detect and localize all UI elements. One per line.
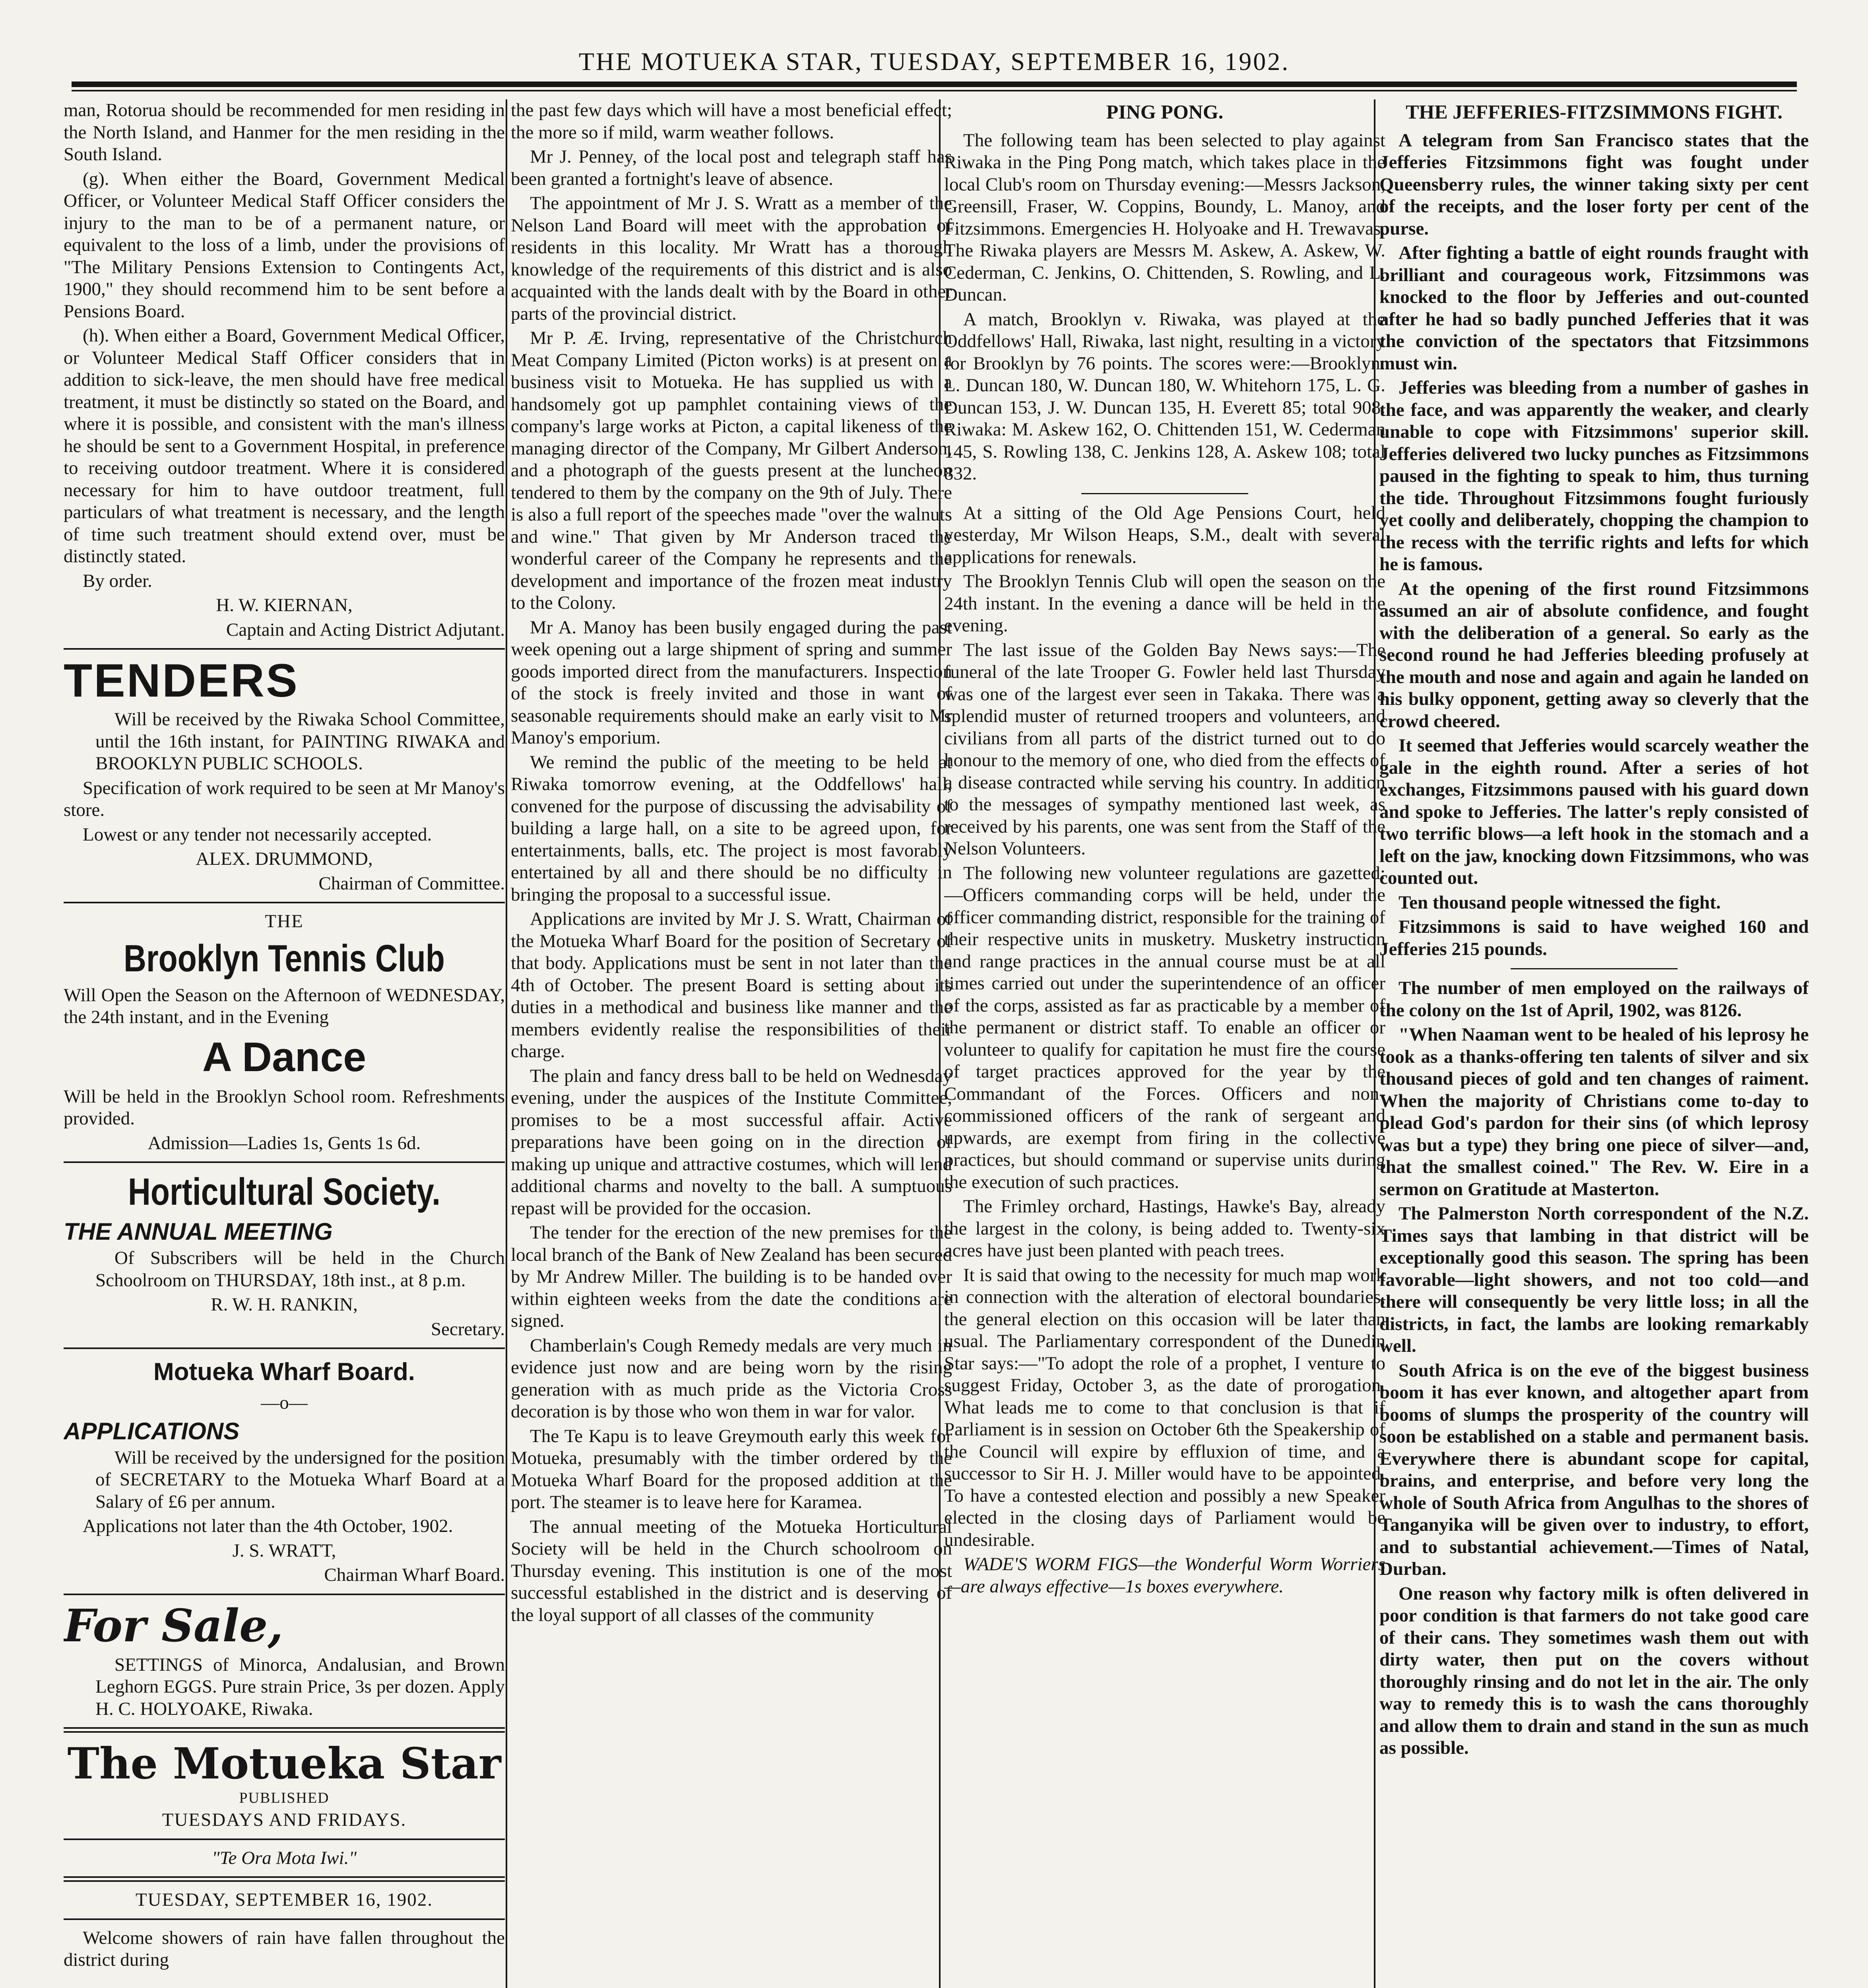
article-paragraph: (h). When either a Board, Government Medical Officer, or Volunteer Medical Staff Officer considers that in addition to sick-leave, the men should have free medical treatment, it must be distinctly so stated on the Board, and where it is possible, and consistent with the man's illness he should be sent to a Government Hospital, in preference to receiving outdoor treatment. Where it is considered necessary for him to have outdoor treatment, full particulars of what treatment is necessary, and the length of time such treatment should extend over, must be distinctly stated. (64, 325, 505, 567)
divider (64, 902, 505, 903)
divider (64, 1347, 505, 1349)
article-paragraph: After fighting a battle of eight rounds fraught with brilliant and courageous work, Fitzsimmons was knocked to the floor by Jefferies and out-counted after he had so badly punched Jefferies that it was the conviction of the spectators that Fitzsimmons must win. (1379, 243, 1809, 374)
divider (64, 1918, 505, 1920)
tenders-heading: TENDERS (64, 654, 299, 707)
article-paragraph: The Palmerston North correspondent of the N.Z. Times says that lambing in that district will be exceptionally good this season. The spring has been favorable—light showers, and not too cold—and there will consequently be very little loss; in all the districts, in fact, the lambs are looking remarkably well. (1379, 1203, 1809, 1356)
article-paragraph: Applications are invited by Mr J. S. Wratt, Chairman of the Motueka Wharf Board for the position of Secretary of that body. Applications must be sent in not later than the 4th of October. The present Board is setting about its duties in a methodical and business like manner and the members evidently realise the responsibilities of their charge. (511, 909, 952, 1062)
article-paragraph: "When Naaman went to be healed of his leprosy he took as a thanks-offering ten talents of silver and six thousand pieces of gold and ten changes of raiment. When the majority of Christians come to-day to plead God's pardon for their sins (of which leprosy was but a type) they bring one piece of silver—and, that the smallest coined." The Rev. W. Eire in a sermon on Gratitude at Masterton. (1379, 1024, 1809, 1200)
article-paragraph: The Te Kapu is to leave Greymouth early this week for Motueka, presumably with the timber ordered by the Motueka Wharf Board for the proposed addition at the port. The steamer is to leave here for Karamea. (511, 1425, 952, 1512)
fight-heading: THE JEFFERIES-FITZSIMMONS FIGHT. (1406, 101, 1783, 123)
ping-pong-heading: PING PONG. (1106, 101, 1224, 123)
column-divider (506, 99, 507, 1988)
article-paragraph: The Frimley orchard, Hastings, Hawke's Bay, already the largest in the colony, is being added to. Twenty-six acres have just been planted with peach trees. (944, 1196, 1385, 1261)
tenders-signature-title: Chairman of Committee. (318, 873, 505, 894)
by-order: By order. (83, 570, 152, 591)
signature-name: H. W. KIERNAN, (216, 595, 353, 615)
dance-heading: A Dance (202, 1034, 367, 1080)
star-published: PUBLISHED (239, 1790, 330, 1806)
annual-meeting-text: Of Subscribers will be held in the Church Schoolroom on THURSDAY, 18th inst., at 8 p.m. (95, 1248, 505, 1291)
dance-text: Will be held in the Brooklyn School room. Refreshments provided. (64, 1086, 505, 1129)
article-paragraph: One reason why factory milk is often delivered in poor condition is that farmers do not take good care of their cans. They sometimes wash them out with dirty water, then put on the covers without thoroughly rinsing and do not let in the air. The only way to remedy this is to wash the cans thoroughly and allow them to drain and stand in the sun as much as possible. (1379, 1583, 1809, 1758)
article-paragraph: Ten thousand people witnessed the fight. (1399, 892, 1721, 913)
article-paragraph: The following team has been selected to play against Riwaka in the Ping Pong match, which takes place in the local Club's room on Thursday evening:—Messrs Jackson, Greensill, Fraser, W. Coppins, Boundy, L. Manoy, and Fitzsimmons. Emergencies H. Holyoake and H. Trewavas. The Riwaka players are Messrs M. Askew, A. Askew, W. Cederman, C. Jenkins, O. Chittenden, S. Rowling, and L. Duncan. (944, 130, 1385, 305)
article-paragraph: We remind the public of the meeting to be held at Riwaka tomorrow evening, at the Oddfellows' hall, convened for the purpose of discussing the advisability of building a large hall, on a site to be agreed upon, for entertainments, balls, etc. The project is most favorably entertained by all and there should be no difficulty in bringing the proposal to a successful issue. (511, 751, 952, 905)
tenders-signature: ALEX. DRUMMOND, (196, 848, 373, 869)
masthead-rule-thin (72, 90, 1797, 91)
divider (1511, 968, 1678, 969)
masthead-rule (72, 82, 1797, 87)
wharf-board-heading: Motueka Wharf Board. (153, 1358, 415, 1386)
tenders-spec: Specification of work required to be seen at Mr Manoy's store. (64, 777, 505, 820)
article-paragraph: It is said that owing to the necessity for much map work in connection with the alteration of electoral boundaries, the general election on this occasion will be later than usual. The Parliamentary correspondent of the Dunedin Star says:—"To adopt the role of a prophet, I venture to suggest Friday, October 3, as the date of prorogation. What leads me to come to that conclusion is that if Parliament is in session on October 6th the Speakership of the Council will expire by effluxion of time, and a successor to Sir H. J. Miller would have to be appointed. To have a contested election and possibly a new Speaker elected in the closing days of Parliament would be undesirable. (944, 1264, 1385, 1550)
for-sale-heading: For Sale, (64, 1600, 283, 1652)
article-paragraph: Chamberlain's Cough Remedy medals are very much in evidence just now and are being worn by the rising generation with as much pride as the Victoria Cross decoration is by those who won them in war for valor. (511, 1335, 952, 1422)
wharf-ornament: —o— (261, 1392, 308, 1413)
annual-meeting-heading: THE ANNUAL MEETING (64, 1218, 333, 1245)
tenders-text: Will be received by the Riwaka School Committee, until the 16th instant, for PAINTING RIWAKA and BROOKLYN PUBLIC SCHOOLS. (95, 709, 505, 774)
article-paragraph: A match, Brooklyn v. Riwaka, was played at the Oddfellows' Hall, Riwaka, last night, resulting in a victory for Brooklyn by 76 points. The scores were:—Brooklyn: L. Duncan 180, W. Duncan 180, W. Whitehorn 175, L. G. Duncan 153, J. W. Duncan 135, H. Everett 85; total 908. Riwaka: M. Askew 162, O. Chittenden 151, W. Cederman 145, S. Rowling 138, C. Jenkins 128, A. Askew 108; total 832. (944, 309, 1385, 484)
article-paragraph: South Africa is on the eve of the biggest business boom it has ever known, and altogether apart from booms of slumps the prosperity of the country will soon be established on a stable and permanent basis. Everywhere there is abundant scope for capital, brains, and enterprise, and before very long the whole of South Africa from Angulhas to the shores of Tanganyika will be given over to industry, to effort, and to substantial achievement.—Times of Natal, Durban. (1379, 1360, 1809, 1579)
column-3 (944, 99, 1385, 1988)
star-nameplate: The Motueka Star (67, 1739, 501, 1789)
article-paragraph: Mr P. Æ. Irving, representative of the Christchurch Meat Company Limited (Picton works) is at present on a business visit to Motueka. He has supplied us with a handsomely got up pamphlet containing views of the company's large works at Picton, a capital likeness of the managing director of the Company, Mr Gilbert Anderson, and a photograph of the guests present at the luncheon tendered to them by the company on the 9th of July. There is also a full report of the speeches made "over the walnuts and wine." That given by Mr Anderson traced the wonderful career of the Company he represents and the development and importance of the frozen meat industry to the Colony. (511, 328, 952, 613)
divider (64, 1876, 505, 1882)
horticultural-heading: Horticultural Society. (128, 1171, 440, 1213)
divider (64, 1839, 505, 1840)
masthead: THE MOTUEKA STAR, TUESDAY, SEPTEMBER 16, 1902. (578, 47, 1290, 76)
divider (64, 1161, 505, 1163)
article-paragraph: Mr A. Manoy has been busily engaged during the past week opening out a large shipment of spring and summer goods imported direct from the manufacturers. Inspection of the stock is freely invited and those in want of seasonable requirements should make an early visit to Mr Manoy's emporium. (511, 617, 952, 748)
the-label: THE (265, 911, 304, 932)
article-paragraph: Jefferies was bleeding from a number of gashes in the face, and was apparently the weaker, and clearly unable to cope with Fitzsimmons' superior skill. Jefferies delivered two lucky punches as Fitzsimmons paused in the fighting to speak to him, thus turning the tide. Throughout Fitzsimmons fought furiously yet coolly and deliberately, chopping the champion to the recess with the terrific rights and lefts for which he is famous. (1379, 377, 1809, 575)
tennis-club-text: Will Open the Season on the Afternoon of WEDNESDAY, the 24th instant, and in the Evening (64, 984, 505, 1027)
article-paragraph: The number of men employed on the railways of the colony on the 1st of April, 1902, was 8126. (1379, 978, 1809, 1021)
article-paragraph: The annual meeting of the Motueka Horticultural Society will be held in the Church schoolroom on Thursday evening. This institution is one of the most successful established in the district and is deserving of the loyal support of all classes of the community (511, 1516, 952, 1625)
column-4 (1379, 99, 1809, 1988)
article-paragraph: At the opening of the first round Fitzsimmons assumed an air of absolute confidence, and fought with the deliberation of a general. So early as the second round he had Jefferies bleeding profusely at the mouth and nose and again and again he landed on his bulky opponent, getting away so cleverly that the crowd cheered. (1379, 578, 1809, 732)
article-paragraph: The following new volunteer regulations are gazetted:—Officers commanding corps will be held, under the officer commanding district, responsible for the training of their respective units in musketry. Musketry instruction and range practices in the annual course must be at all times carried out under the superintendence of an officer of the corps, assisted as far as practicable by a member of the permanent or district staff. To enable an officer or volunteer to qualify for capitation he must fire the course of target practices approved for the year by the Commandant of the Forces. Officers and non-commissioned officers of the rank of sergeant and upwards, are exempt from firing in the collective practices, but should command or supervise units during the execution of such practices. (944, 862, 1385, 1192)
horticultural-signature-title: Secretary. (431, 1318, 505, 1340)
article-paragraph: The tender for the erection of the new premises for the local branch of the Bank of New Zealand has been secured by Mr Andrew Miller. The building is to be handed over within eighteen weeks from the date the conditions are signed. (511, 1222, 952, 1331)
article-paragraph: The plain and fancy dress ball to be held on Wednesday evening, under the auspices of the Institute Committee, promises to be a most successful affair. Active preparations have been going on in the direction of making up unique and attractive costumes, which will lend additional charms and novelty to the ball. A sumptuous repast will be provided for the occasion. (511, 1065, 952, 1219)
article-paragraph: At a sitting of the Old Age Pensions Court, held yesterday, Mr Wilson Heaps, S.M., dealt with several applications for renewals. (944, 502, 1385, 567)
tennis-club-heading: Brooklyn Tennis Club (124, 937, 445, 980)
applications-text: Will be received by the undersigned for the position of SECRETARY to the Motueka Wharf Board at a Salary of £6 per annum. (95, 1447, 505, 1512)
article-paragraph: It seemed that Jefferies would scarcely weather the gale in the eighth round. After a series of hot exchanges, Fitzsimmons paused with his guard down and spoke to Jefferies. The latter's reply consisted of two terrific blows—a left hook in the stomach and a left on the jaw, knocking down Fitzsimmons, who was counted out. (1379, 735, 1809, 888)
divider (64, 1727, 505, 1733)
star-days: TUESDAYS AND FRIDAYS. (162, 1809, 407, 1830)
article-paragraph: A telegram from San Francisco states that the Jefferies Fitzsimmons fight was fought under Queensberry rules, the winner taking sixty per cent of the receipts, and the loser forty per cent of the purse. (1379, 130, 1809, 239)
dateline: TUESDAY, SEPTEMBER 16, 1902. (135, 1889, 433, 1910)
signature-title: Captain and Acting District Adjutant. (226, 619, 505, 640)
horticultural-signature: R. W. H. RANKIN, (211, 1294, 358, 1315)
wharf-signature: J. S. WRATT, (232, 1540, 336, 1561)
divider (64, 1594, 505, 1595)
article-paragraph: The appointment of Mr J. S. Wratt as a member of the Nelson Land Board will meet with the approbation of residents in this locality. Mr Wratt has a thorough knowledge of the requirements of this district and is also acquainted with the lands dealt with by the Board in other parts of the provincial district. (511, 193, 952, 324)
tenders-lowest: Lowest or any tender not necessarily accepted. (83, 824, 432, 845)
article-paragraph: Welcome showers of rain have fallen throughout the district during (64, 1927, 505, 1970)
column-1 (64, 99, 505, 1988)
for-sale-text: SETTINGS of Minorca, Andalusian, and Brown Leghorn EGGS. Pure strain Price, 3s per dozen. Apply H. C. HOLYOAKE, Riwaka. (95, 1654, 505, 1719)
divider (1081, 493, 1248, 494)
article-paragraph: man, Rotorua should be recommended for men residing in the North Island, and Hanmer for the men residing in the South Island. (64, 100, 505, 165)
article-paragraph: the past few days which will have a most beneficial effect; the more so if mild, warm weather follows. (511, 100, 952, 143)
article-paragraph: (g). When either the Board, Government Medical Officer, or Volunteer Medical Staff Officer considers the injury to the man to be of a permanent nature, or equivalent to the loss of a limb, under the provisions of "The Military Pensions Extension to Contingents Act, 1900," they should recommend him to be sent before a Pensions Board. (64, 168, 505, 322)
star-motto: "Te Ora Mota Iwi." (211, 1847, 357, 1868)
applications-heading: APPLICATIONS (64, 1417, 240, 1444)
column-2 (511, 99, 952, 1988)
wharf-signature-title: Chairman Wharf Board. (324, 1565, 505, 1585)
article-paragraph: The Brooklyn Tennis Club will open the season on the 24th instant. In the evening a dance will be held in the evening. (944, 571, 1385, 636)
article-paragraph: Fitzsimmons is said to have weighed 160 and Jefferies 215 pounds. (1379, 916, 1809, 959)
divider (64, 648, 505, 650)
article-paragraph: Mr J. Penney, of the local post and telegraph staff has been granted a fortnight's leave of absence. (511, 146, 952, 189)
applications-date: Applications not later than the 4th October, 1902. (83, 1516, 453, 1536)
dance-admission: Admission—Ladies 1s, Gents 1s 6d. (147, 1132, 421, 1153)
wades-worm-figs-ad: WADE'S WORM FIGS—the Wonderful Worm Worriers—are always effective—1s boxes everywhere. (944, 1554, 1385, 1597)
article-paragraph: The last issue of the Golden Bay News says:—The funeral of the late Trooper G. Fowler held last Thursday was one of the largest ever seen in Takaka. There was a splendid muster of returned troopers and volunteers, and civilians from all parts of the district turned out to do honour to the memory of one, who died from the effects of a disease contracted while serving his country. In addition to the messages of sympathy mentioned last week, as received by his parents, one was sent from the Staff of the Nelson Volunteers. (944, 639, 1385, 859)
